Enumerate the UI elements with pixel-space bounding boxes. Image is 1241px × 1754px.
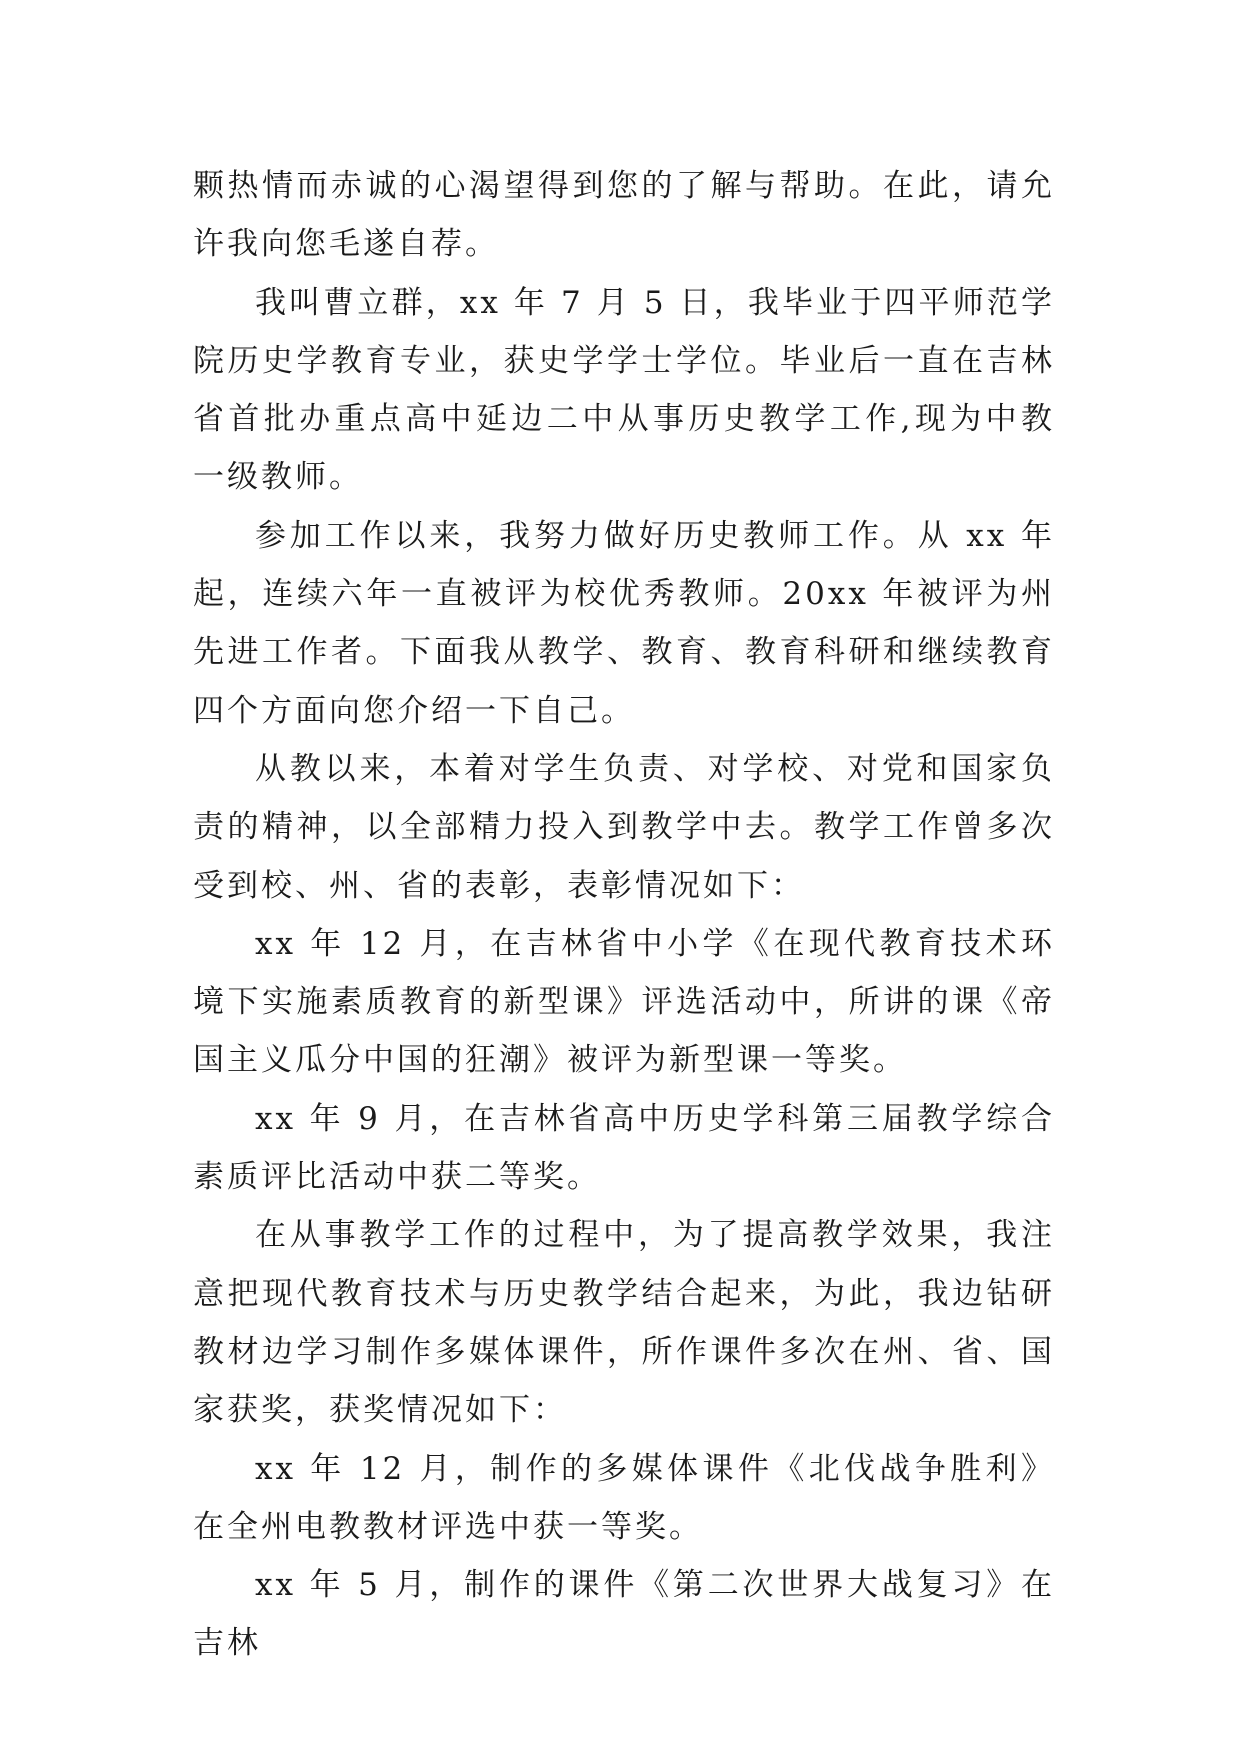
paragraph-work-overview: 参加工作以来，我努力做好历史教师工作。从 xx 年起，连续六年一直被评为校优秀教师。20xx 年被评为州先进工作者。下面我从教学、教育、教育科研和继续教育四个方面向您介绍一下自己。 [193, 517, 1055, 729]
paragraph-multimedia-courseware: 在从事教学工作的过程中，为了提高教学效果，我注意把现代教育技术与历史教学结合起来，为此，我边钻研教材边学习制作多媒体课件，所作课件多次在州、省、国家获奖，获奖情况如下： [193, 1217, 1055, 1429]
paragraph-teaching-commendations: 从教以来，本着对学生负责、对学校、对党和国家负责的精神，以全部精力投入到教学中去。教学工作曾多次受到校、州、省的表彰，表彰情况如下： [193, 750, 1055, 904]
document-body [193, 157, 1055, 1673]
paragraph-award-new-type-class: xx 年 12 月，在吉林省中小学《在现代教育技术环境下实施素质教育的新型课》评选活动中，所讲的课《帝国主义瓜分中国的狂潮》被评为新型课一等奖。 [193, 925, 1055, 1079]
paragraph-award-history-competition: xx 年 9 月，在吉林省高中历史学科第三届教学综合素质评比活动中获二等奖。 [193, 1100, 1055, 1196]
paragraph-award-wwii-review: xx 年 5 月，制作的课件《第二次世界大战复习》在吉林 [193, 1567, 1055, 1662]
paragraph-award-northern-expedition: xx 年 12 月，制作的多媒体课件《北伐战争胜利》在全州电教教材评选中获一等奖。 [193, 1450, 1055, 1545]
paragraph-self-intro: 我叫曹立群，xx 年 7 月 5 日，我毕业于四平师范学院历史学教育专业，获史学学士学位。毕业后一直在吉林省首批办重点高中延边二中从事历史教学工作,现为中教一级教师。 [193, 284, 1055, 496]
paragraph-1-continuation: 颗热情而赤诚的心渴望得到您的了解与帮助。在此，请允许我向您毛遂自荐。 [193, 168, 1055, 263]
